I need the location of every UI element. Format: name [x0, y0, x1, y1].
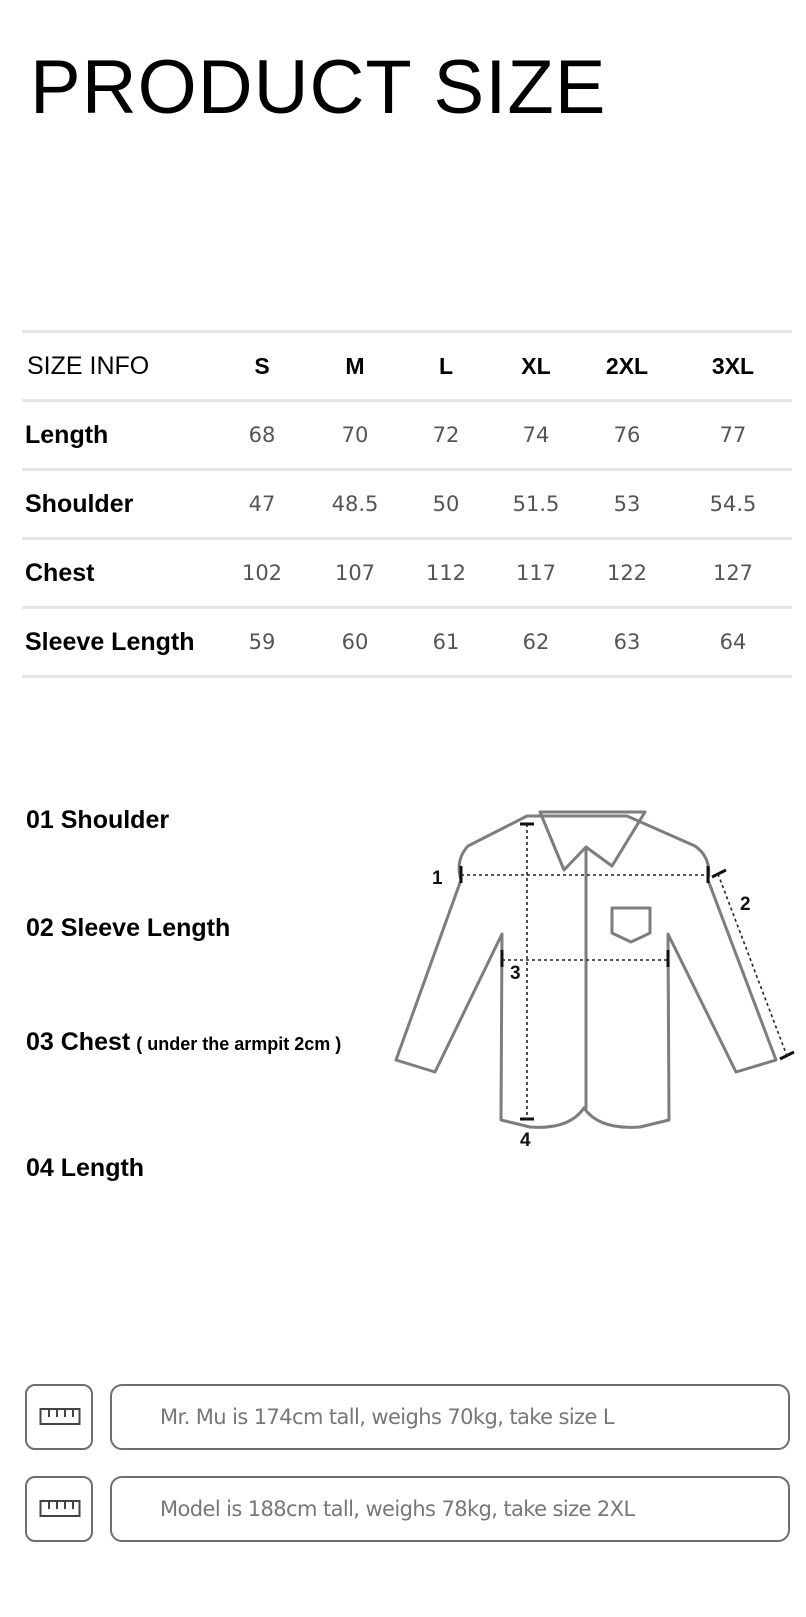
table-cell: 60: [310, 608, 400, 677]
size-header-3xl: 3XL: [674, 332, 792, 401]
shirt-outline: [396, 812, 776, 1127]
measurement-chest-note: ( under the armpit 2cm ): [136, 1034, 342, 1054]
table-cell: 51.5: [492, 470, 580, 539]
ruler-icon-box: [25, 1476, 93, 1542]
table-row: [22, 401, 792, 470]
table-cell: 112: [400, 539, 492, 608]
table-cell: 64: [674, 608, 792, 677]
measurement-shoulder: 01 Shoulder: [26, 806, 170, 834]
table-row: [22, 470, 792, 539]
marker-3: 3: [510, 963, 521, 984]
table-header-row: [22, 332, 792, 401]
table-cell: 74: [492, 401, 580, 470]
table-cell: 54.5: [674, 470, 792, 539]
measurement-chest-label: 03 Chest: [26, 1028, 131, 1056]
table-cell: 77: [674, 401, 792, 470]
size-header-2xl: 2XL: [580, 332, 674, 401]
size-header-xl: XL: [492, 332, 580, 401]
table-cell: 48.5: [310, 470, 400, 539]
table-cell: 63: [580, 608, 674, 677]
table-cell: 70: [310, 401, 400, 470]
table-cell: 127: [674, 539, 792, 608]
size-header-s: S: [214, 332, 310, 401]
table-cell: 53: [580, 470, 674, 539]
table-cell: 122: [580, 539, 674, 608]
table-row: [22, 608, 792, 677]
table-cell: 68: [214, 401, 310, 470]
size-header-l: L: [400, 332, 492, 401]
model-info-2: Model is 188cm tall, weighs 78kg, take size 2XL: [110, 1476, 790, 1542]
table-cell: 61: [400, 608, 492, 677]
table-cell: 76: [580, 401, 674, 470]
table-row: [22, 539, 792, 608]
size-header-m: M: [310, 332, 400, 401]
marker-1: 1: [432, 868, 443, 889]
measurement-length: 04 Length: [26, 1154, 145, 1182]
table-cell: 59: [214, 608, 310, 677]
ruler-icon: [39, 1406, 81, 1428]
page-title: PRODUCT SIZE: [30, 45, 607, 130]
table-cell: 50: [400, 470, 492, 539]
ruler-icon-box: [25, 1384, 93, 1450]
row-label: Chest: [22, 539, 214, 608]
row-label: Shoulder: [22, 470, 214, 539]
table-cell: 102: [214, 539, 310, 608]
model-info-1: Mr. Mu is 174cm tall, weighs 70kg, take size L: [110, 1384, 790, 1450]
table-cell: 107: [310, 539, 400, 608]
measurement-sleeve-length: 02 Sleeve Length: [26, 914, 231, 942]
table-cell: 62: [492, 608, 580, 677]
row-label: Sleeve Length: [22, 608, 214, 677]
ruler-icon: [39, 1498, 81, 1520]
marker-2: 2: [740, 894, 751, 915]
table-cell: 47: [214, 470, 310, 539]
table-cell: 72: [400, 401, 492, 470]
shirt-diagram: [0, 780, 806, 1160]
size-info-header: SIZE INFO: [22, 332, 214, 401]
size-table: [22, 330, 792, 678]
table-cell: 117: [492, 539, 580, 608]
row-label: Length: [22, 401, 214, 470]
marker-4: 4: [520, 1130, 531, 1151]
